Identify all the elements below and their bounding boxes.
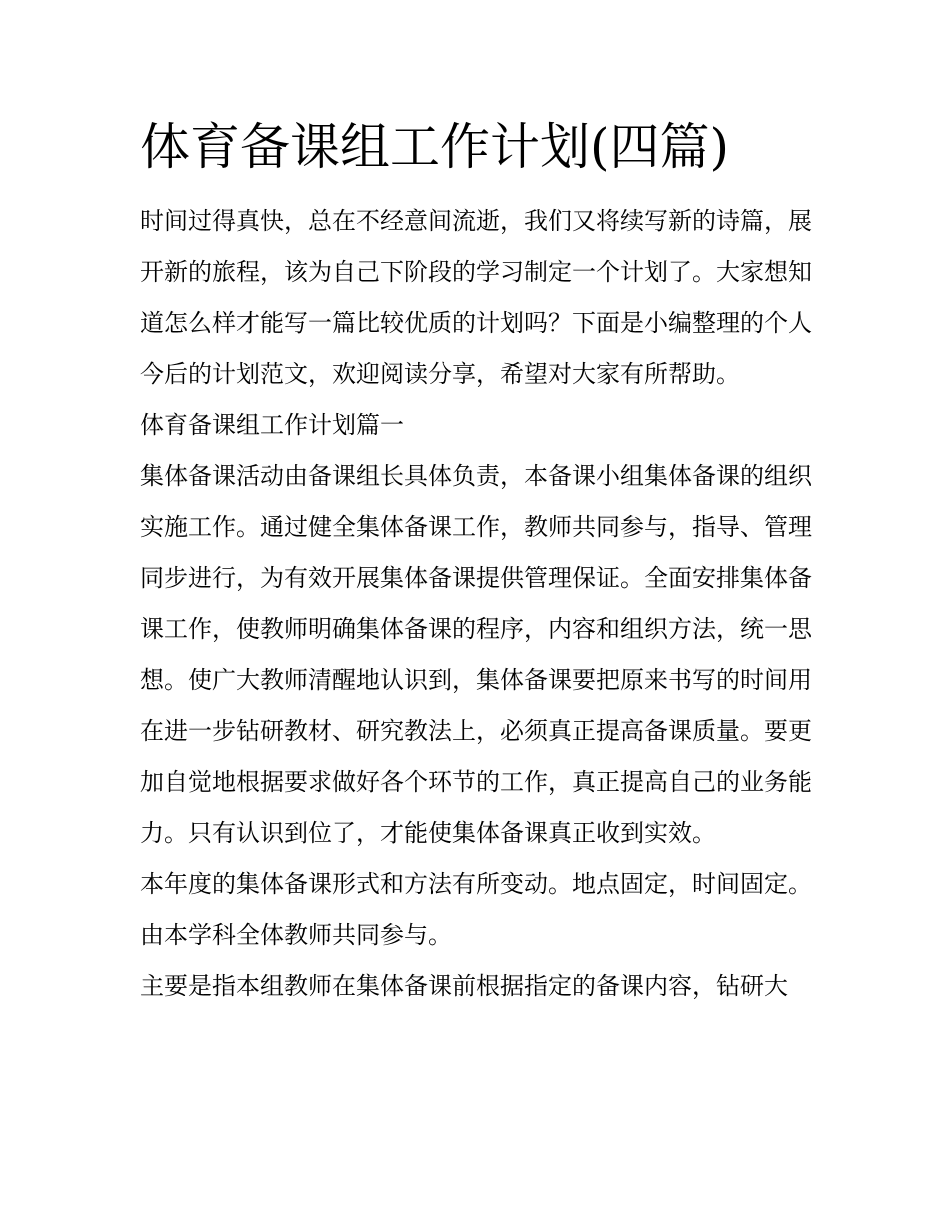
section-heading: 体育备课组工作计划篇一 [140, 411, 404, 439]
body-paragraph: 主要是指本组教师在集体备课前根据指定的备课内容，钻研大 [140, 972, 788, 1000]
body-paragraph: 本年度的集体备课形式和方法有所变动。地点固定，时间固定。由本学科全体教师共同参与。 [140, 870, 812, 949]
intro-paragraph: 时间过得真快，总在不经意间流逝，我们又将续写新的诗篇，展开新的旅程，该为自己下阶段的学习制定一个计划了。大家想知道怎么样才能写一篇比较优质的计划吗？下面是小编整理的个人今后的计划范文，欢迎阅读分享，希望对大家有所帮助。 [140, 207, 812, 388]
document-body [140, 196, 812, 1012]
body-paragraph: 集体备课活动由备课组长具体负责，本备课小组集体备课的组织实施工作。通过健全集体备课工作，教师共同参与，指导、管理同步进行，为有效开展集体备课提供管理保证。全面安排集体备课工作，使教师明确集体备课的程序，内容和组织方法，统一思想。使广大教师清醒地认识到，集体备课要把原来书写的时间用在进一步钻研教材、研究教法上，必须真正提高备课质量。要更加自觉地根据要求做好各个环节的工作，真正提高自己的业务能力。只有认识到位了，才能使集体备课真正收到实效。 [140, 462, 812, 847]
document-title: 体育备课组工作计划(四篇) [140, 118, 730, 176]
